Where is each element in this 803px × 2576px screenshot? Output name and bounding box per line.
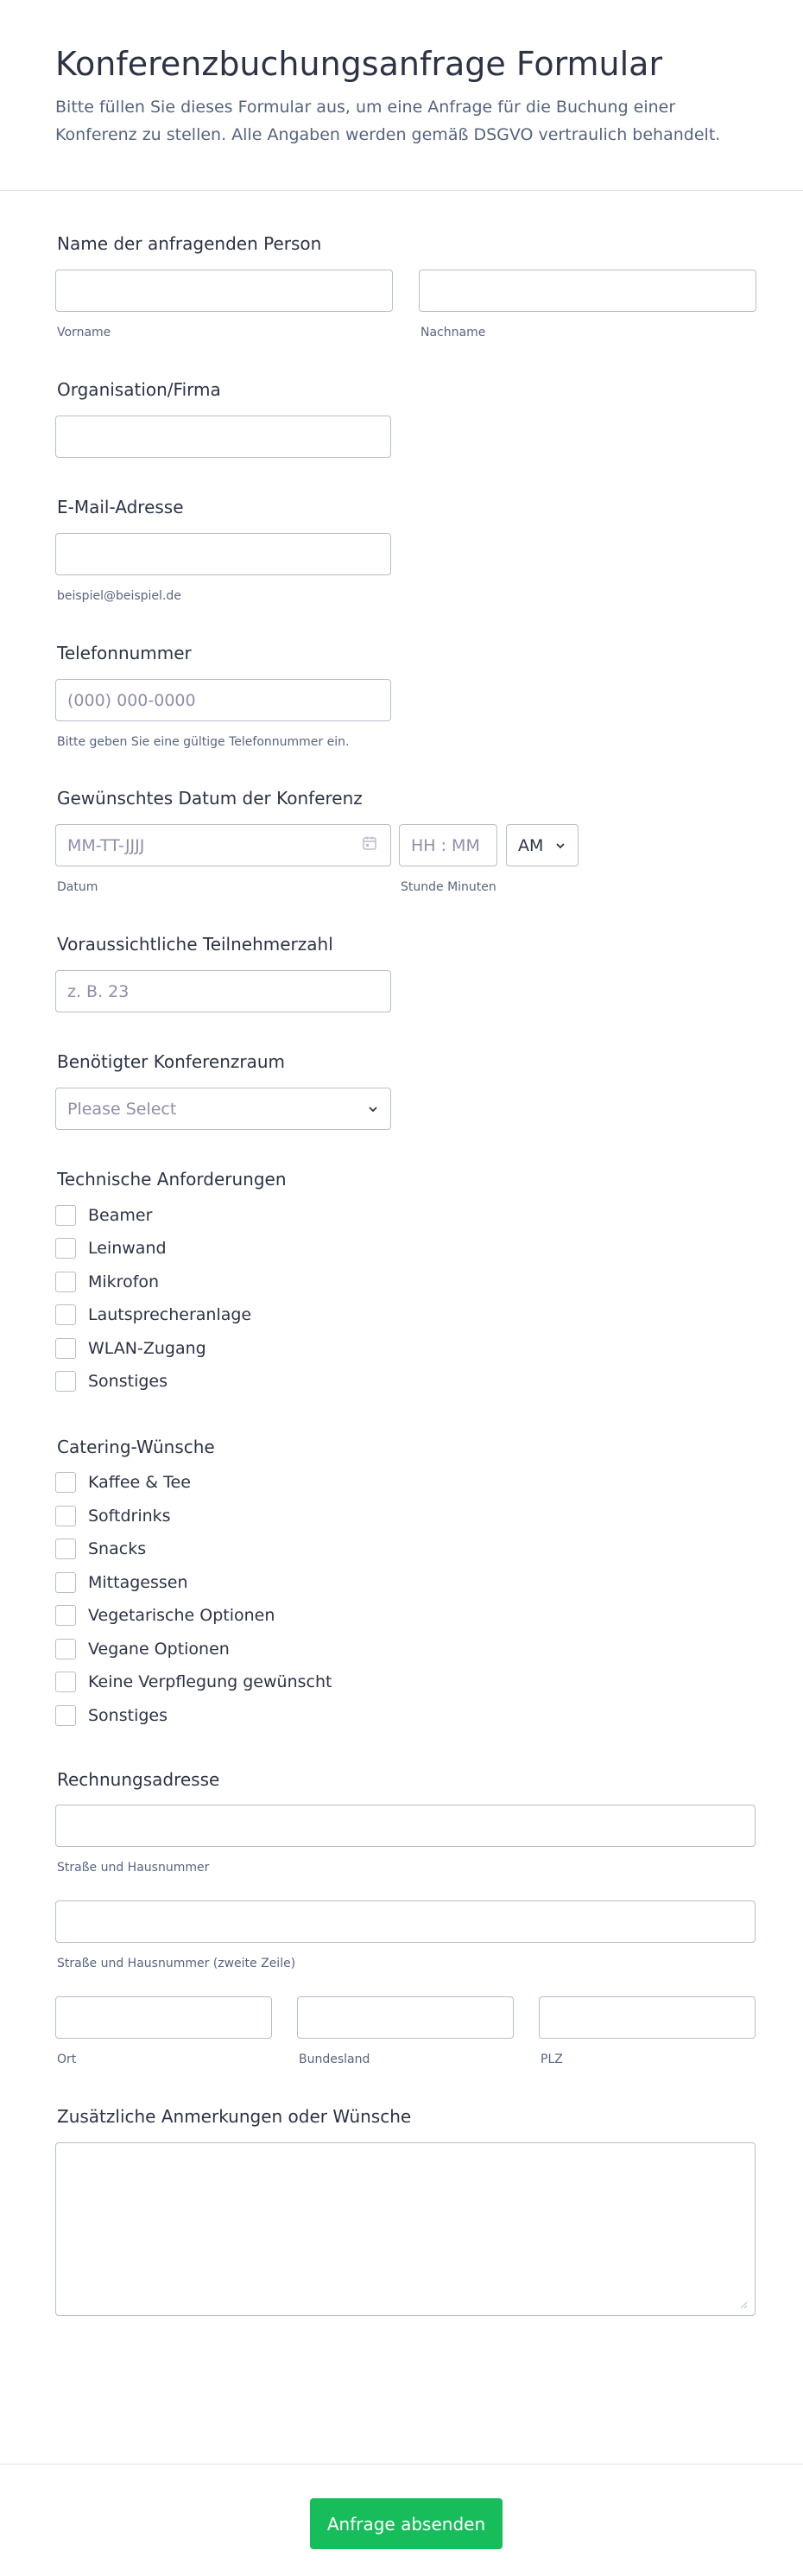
last-name-sublabel: Nachname [420, 326, 486, 339]
organisation-input[interactable] [55, 416, 391, 458]
notes-textarea[interactable] [55, 2142, 756, 2316]
tech-option-lautsprecher[interactable]: Lautsprecheranlage [55, 1304, 251, 1326]
checkbox[interactable] [55, 1506, 76, 1526]
room-select-value: Please Select [67, 1099, 177, 1119]
checkbox[interactable] [55, 1572, 76, 1593]
checkbox[interactable] [55, 1672, 76, 1692]
catering-option-keine[interactable]: Keine Verpflegung gewünscht [55, 1671, 332, 1693]
tech-option-wlan[interactable]: WLAN-Zugang [55, 1337, 206, 1360]
last-name-input[interactable] [419, 270, 756, 312]
first-name-sublabel: Vorname [57, 326, 111, 339]
checkbox[interactable] [55, 1639, 76, 1659]
street-sublabel: Straße und Hausnummer [57, 1861, 210, 1875]
time-sublabel: Stunde Minuten [401, 880, 496, 894]
catering-option-softdrinks[interactable]: Softdrinks [55, 1505, 171, 1527]
phone-sublabel: Bitte geben Sie eine gültige Telefonnummer ein. [57, 735, 350, 749]
chevron-down-icon [367, 1103, 379, 1115]
date-label: Gewünschtes Datum der Konferenz [57, 788, 363, 809]
checkbox[interactable] [55, 1205, 76, 1226]
state-input[interactable] [297, 1996, 514, 2039]
attendees-label: Voraussichtliche Teilnehmerzahl [57, 934, 333, 955]
street-input[interactable] [55, 1805, 756, 1847]
tech-label: Technische Anforderungen [57, 1169, 287, 1190]
zip-sublabel: PLZ [541, 2053, 563, 2066]
catering-option-sonstiges[interactable]: Sonstiges [55, 1704, 168, 1727]
ampm-select[interactable] [506, 824, 579, 866]
checkbox[interactable] [55, 1272, 76, 1292]
street2-input[interactable] [55, 1900, 756, 1943]
catering-option-vegan[interactable]: Vegane Optionen [55, 1638, 230, 1660]
catering-option-mittagessen[interactable]: Mittagessen [55, 1571, 188, 1594]
room-label: Benötigter Konferenzraum [57, 1051, 286, 1072]
ampm-value: AM [518, 835, 544, 855]
email-label: E-Mail-Adresse [57, 497, 184, 517]
catering-option-snacks[interactable]: Snacks [55, 1538, 146, 1560]
catering-option-vegetarisch[interactable]: Vegetarische Optionen [55, 1604, 275, 1627]
email-input[interactable] [55, 533, 391, 575]
checkbox[interactable] [55, 1371, 76, 1392]
checkbox[interactable] [55, 1539, 76, 1559]
phone-input[interactable] [55, 679, 391, 721]
date-input[interactable] [55, 824, 391, 866]
notes-label: Zusätzliche Anmerkungen oder Wünsche [57, 2106, 412, 2127]
checkbox[interactable] [55, 1705, 76, 1726]
catering-label: Catering-Wünsche [57, 1437, 215, 1457]
attendees-input[interactable] [55, 970, 391, 1012]
tech-option-beamer[interactable]: Beamer [55, 1204, 152, 1227]
form-header [0, 0, 803, 191]
first-name-input[interactable] [55, 270, 393, 312]
state-sublabel: Bundesland [299, 2053, 370, 2066]
page-title: Konferenzbuchungsanfrage Formular [55, 45, 663, 83]
name-label: Name der anfragenden Person [57, 233, 322, 254]
checkbox[interactable] [55, 1304, 76, 1325]
checkbox[interactable] [55, 1338, 76, 1359]
catering-option-kaffee[interactable]: Kaffee & Tee [55, 1471, 191, 1494]
submit-button[interactable]: Anfrage absenden [310, 2498, 503, 2549]
tech-option-sonstiges[interactable]: Sonstiges [55, 1370, 168, 1393]
city-sublabel: Ort [57, 2053, 77, 2066]
checkbox[interactable] [55, 1238, 76, 1259]
checkbox[interactable] [55, 1472, 76, 1493]
billing-label: Rechnungsadresse [57, 1769, 220, 1790]
email-sublabel: beispiel@beispiel.de [57, 589, 181, 603]
tech-option-leinwand[interactable]: Leinwand [55, 1237, 167, 1259]
tech-option-mikrofon[interactable]: Mikrofon [55, 1271, 159, 1293]
resize-grip-icon[interactable] [739, 2300, 748, 2309]
checkbox[interactable] [55, 1605, 76, 1626]
zip-input[interactable] [539, 1996, 756, 2039]
room-select[interactable] [55, 1088, 391, 1130]
street2-sublabel: Straße und Hausnummer (zweite Zeile) [57, 1957, 296, 1970]
calendar-icon[interactable] [362, 835, 377, 851]
city-input[interactable] [55, 1996, 272, 2039]
phone-label: Telefonnummer [57, 643, 192, 663]
page-subtitle: Bitte füllen Sie dieses Formular aus, um eine Anfrage für die Buchung einer Konferenz zu stellen. Alle Angaben werden gemäß DSGVO vertraulich behandelt. [55, 98, 721, 144]
organisation-label: Organisation/Firma [57, 379, 221, 400]
chevron-down-icon [554, 840, 566, 852]
date-sublabel: Datum [57, 880, 98, 894]
time-input[interactable] [399, 824, 497, 866]
